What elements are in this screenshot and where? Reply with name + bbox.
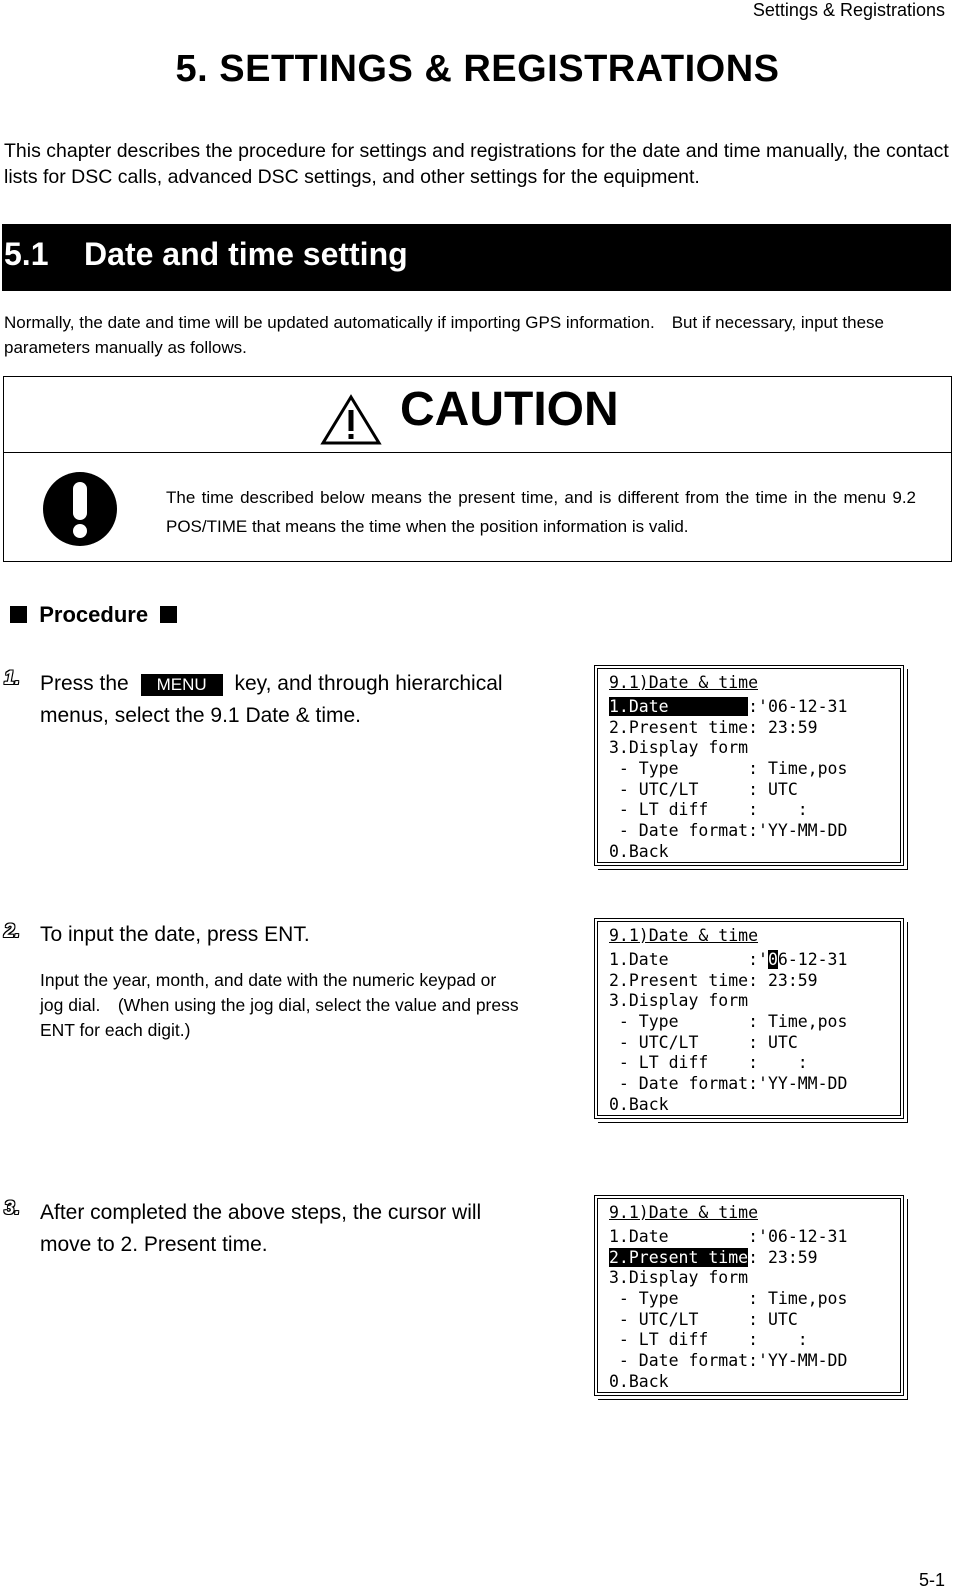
procedure-label: Procedure [39,602,149,627]
lcd-row-value: :'06-12-31 [748,697,848,716]
step-1-text [40,668,520,732]
section-title-text: Date and time setting [84,236,408,272]
exclamation-circle-icon [42,471,118,552]
lcd-row-label: - LT diff [609,1330,749,1349]
lcd-row-label: 2.Present time [609,971,749,990]
lcd-row [609,1330,808,1351]
lcd-row-value: : UTC [748,1033,798,1052]
lcd-row-value: : 23:59 [748,1248,818,1267]
lcd-row-value: :'YY-MM-DD [748,1351,848,1370]
section-title [4,236,408,273]
lcd-row-label: - UTC/LT [609,780,749,799]
chapter-title: 5. SETTINGS & REGISTRATIONS [175,48,780,90]
lcd-row-label: - LT diff [609,1053,749,1072]
lcd-row [609,738,748,759]
step-number: 1. [4,668,20,689]
lcd-row-label: - LT diff [609,800,749,819]
lcd-row-label: 1.Date [609,1227,749,1246]
lcd-row-value: : : [748,800,808,819]
lcd-row [609,1351,847,1372]
lcd-row [609,1074,847,1095]
lcd-title: 9.1)Date & time [609,1203,759,1222]
square-bullet-icon [160,606,177,623]
step-1-text-before: Press the [40,672,129,695]
lcd-row [609,780,798,801]
lcd-row-label: - Date format [609,1074,749,1093]
lcd-row-label: - Type [609,759,749,778]
lcd-row-label-highlighted: 1.Date [609,697,749,716]
lcd-row [609,1033,798,1054]
lcd-row-value: : UTC [748,1310,798,1329]
lcd-row-value: : : [748,1330,808,1349]
lcd-title: 9.1)Date & time [609,926,759,945]
step-number: 2. [4,921,20,942]
lcd-row-label: 3.Display form [609,1268,749,1287]
lcd-row-label: 3.Display form [609,991,749,1010]
lcd-row [609,1012,847,1033]
lcd-row [609,1268,748,1289]
lcd-row [609,1372,669,1393]
lcd-row [609,971,818,992]
page-number: 5-1 [918,1570,945,1590]
lcd-cursor-digit: 0 [767,950,778,969]
step-number: 3. [4,1198,20,1219]
step-2-text: To input the date, press ENT. [40,923,310,946]
lcd-row [609,1053,808,1074]
lcd-row [609,842,669,863]
intro-paragraph: This chapter describes the procedure for settings and registrations for the date and time manually, the contact lists for DSC calls, advanced DSC settings, and other settings for the equipment. [4,140,949,188]
lcd-row-value: : : [748,1053,808,1072]
lcd-row-label: 3.Display form [609,738,749,757]
lcd-date-prefix: :' [748,950,768,969]
lcd-row [609,821,847,842]
lcd-row-label: 1.Date [609,950,749,969]
menu-key-label: MENU [141,674,223,696]
lcd-title: 9.1)Date & time [609,673,759,692]
lcd-row-present-time [609,1248,818,1269]
normally-paragraph: Normally, the date and time will be updated automatically if importing GPS information. But if necessary, input these parameters manually as follows. [4,313,885,357]
caution-divider [3,452,952,453]
lcd-row-value: :'YY-MM-DD [748,821,848,840]
lcd-row-label: 2.Present time [609,718,749,737]
lcd-row-value: : Time,pos [748,759,848,778]
square-bullet-icon [10,606,27,623]
lcd-row [609,1095,669,1116]
section-number: 5.1 [4,236,49,272]
step-1-text-after: key, and through hierarchical menus, select the 9.1 Date & time. [40,672,503,727]
lcd-row-label: - Type [609,1289,749,1308]
lcd-row-date [609,697,847,718]
lcd-date-rest: 6-12-31 [777,950,848,969]
lcd-row-value: :'06-12-31 [748,1227,848,1246]
lcd-screen-1 [594,665,904,866]
lcd-row [609,759,847,780]
lcd-row-label: 0.Back [609,842,669,861]
lcd-row-label: - Date format [609,821,749,840]
lcd-screen-2 [594,918,904,1119]
procedure-heading [10,602,177,628]
lcd-row-value: :'YY-MM-DD [748,1074,848,1093]
lcd-row [609,1227,847,1248]
lcd-row-label: - UTC/LT [609,1310,749,1329]
lcd-row-value: : Time,pos [748,1289,848,1308]
lcd-row-label: - Type [609,1012,749,1031]
lcd-row-label: 0.Back [609,1372,669,1391]
caution-text: The time described below means the present time, and is different from the time in the menu 9.2 POS/TIME that means the time when the position information is valid. [166,488,916,536]
lcd-row [609,718,818,739]
lcd-row-label: 0.Back [609,1095,669,1114]
lcd-row-value: : 23:59 [748,718,818,737]
lcd-row-value: : Time,pos [748,1012,848,1031]
step-2-subtext: Input the year, month, and date with the numeric keypad or jog dial. (When using the jog dial, select the value and press ENT for each digit.) [40,970,519,1040]
lcd-row-label: - Date format [609,1351,749,1370]
running-header: Settings & Registrations [752,0,945,20]
caution-title: CAUTION [400,383,619,436]
lcd-row-label-highlighted: 2.Present time [609,1248,749,1267]
lcd-row-value: : UTC [748,780,798,799]
lcd-row [609,1310,798,1331]
step-3-text: After completed the above steps, the cursor will move to 2. Present time. [40,1201,482,1256]
lcd-row [609,800,808,821]
lcd-row [609,1289,847,1310]
lcd-row-date [609,950,847,971]
lcd-row-value: : 23:59 [748,971,818,990]
warning-triangle-icon [320,394,382,451]
lcd-row [609,991,748,1012]
lcd-screen-3 [594,1195,904,1396]
lcd-row-label: - UTC/LT [609,1033,749,1052]
